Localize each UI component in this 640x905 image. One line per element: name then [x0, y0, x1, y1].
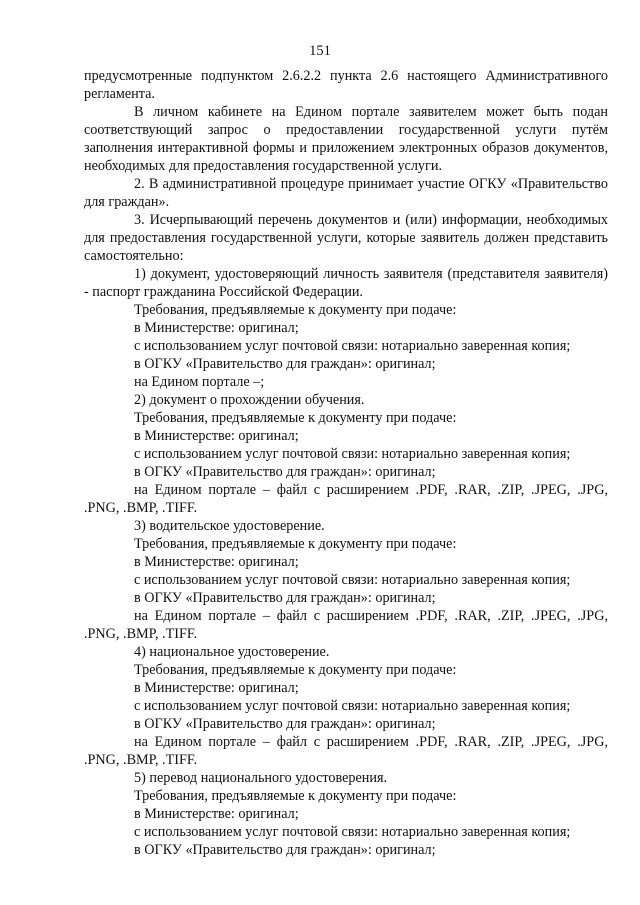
paragraph-regulation-ref: предусмотренные подпунктом 2.6.2.2 пункта 2.6 настоящего Административного регламента. — [84, 68, 608, 103]
page-number: 151 — [309, 43, 331, 59]
requirements-heading: Требования, предъявляемые к документу при подаче: — [134, 788, 457, 804]
requirement-portal-formats: .PNG, .BMP, .TIFF. — [84, 626, 198, 642]
paragraph-item-3: 3. Исчерпывающий перечень документов и (или) информации, необходимых для предоставления государственной услуги, которые заявитель должен представить самостоятельно: — [84, 212, 608, 265]
requirement-ministry: в Министерстве: оригинал; — [134, 806, 299, 822]
requirement-post: с использованием услуг почтовой связи: нотариально заверенная копия; — [134, 572, 571, 588]
paragraph-item-2: 2. В административной процедуре принимает участие ОГКУ «Правительство для граждан». — [84, 176, 608, 211]
requirement-post: с использованием услуг почтовой связи: нотариально заверенная копия; — [134, 446, 571, 462]
requirement-ogku: в ОГКУ «Правительство для граждан»: оригинал; — [134, 464, 436, 480]
requirement-ogku: в ОГКУ «Правительство для граждан»: оригинал; — [134, 356, 436, 372]
requirement-portal: на Едином портале –; — [134, 374, 265, 390]
doc-4-title: 4) национальное удостоверение. — [134, 644, 330, 660]
requirement-post: с использованием услуг почтовой связи: нотариально заверенная копия; — [134, 824, 571, 840]
requirement-ministry: в Министерстве: оригинал; — [134, 320, 299, 336]
requirements-heading: Требования, предъявляемые к документу при подаче: — [134, 302, 457, 318]
paragraph-personal-cabinet: В личном кабинете на Едином портале заявителем может быть подан соответствующий запрос о предоставлении государственной услуги путём заполнения интерактивной формы и приложением электронных образов документов, необходимых для предоставления государственной услуги. — [84, 104, 608, 175]
requirement-post: с использованием услуг почтовой связи: нотариально заверенная копия; — [134, 698, 571, 714]
doc-5-title: 5) перевод национального удостоверения. — [134, 770, 388, 786]
requirement-portal: на Едином портале – файл с расширением .PDF, .RAR, .ZIP, .JPEG, .JPG, — [134, 734, 608, 750]
requirement-ogku: в ОГКУ «Правительство для граждан»: оригинал; — [134, 842, 436, 858]
requirement-portal: на Едином портале – файл с расширением .PDF, .RAR, .ZIP, .JPEG, .JPG, — [134, 482, 608, 498]
requirement-portal: на Едином портале – файл с расширением .PDF, .RAR, .ZIP, .JPEG, .JPG, — [134, 608, 608, 624]
requirement-ministry: в Министерстве: оригинал; — [134, 680, 299, 696]
requirement-ministry: в Министерстве: оригинал; — [134, 428, 299, 444]
requirement-post: с использованием услуг почтовой связи: нотариально заверенная копия; — [134, 338, 571, 354]
requirements-heading: Требования, предъявляемые к документу при подаче: — [134, 410, 457, 426]
requirement-ministry: в Министерстве: оригинал; — [134, 554, 299, 570]
requirement-portal-formats: .PNG, .BMP, .TIFF. — [84, 752, 198, 768]
requirement-ogku: в ОГКУ «Правительство для граждан»: оригинал; — [134, 716, 436, 732]
requirements-heading: Требования, предъявляемые к документу при подаче: — [134, 536, 457, 552]
paragraph-doc-1: 1) документ, удостоверяющий личность заявителя (представителя заявителя) - паспорт гражданина Российской Федерации. — [84, 266, 608, 301]
doc-3-title: 3) водительское удостоверение. — [134, 518, 325, 534]
requirements-heading: Требования, предъявляемые к документу при подаче: — [134, 662, 457, 678]
doc-2-title: 2) документ о прохождении обучения. — [134, 392, 365, 408]
requirement-ogku: в ОГКУ «Правительство для граждан»: оригинал; — [134, 590, 436, 606]
requirement-portal-formats: .PNG, .BMP, .TIFF. — [84, 500, 198, 516]
